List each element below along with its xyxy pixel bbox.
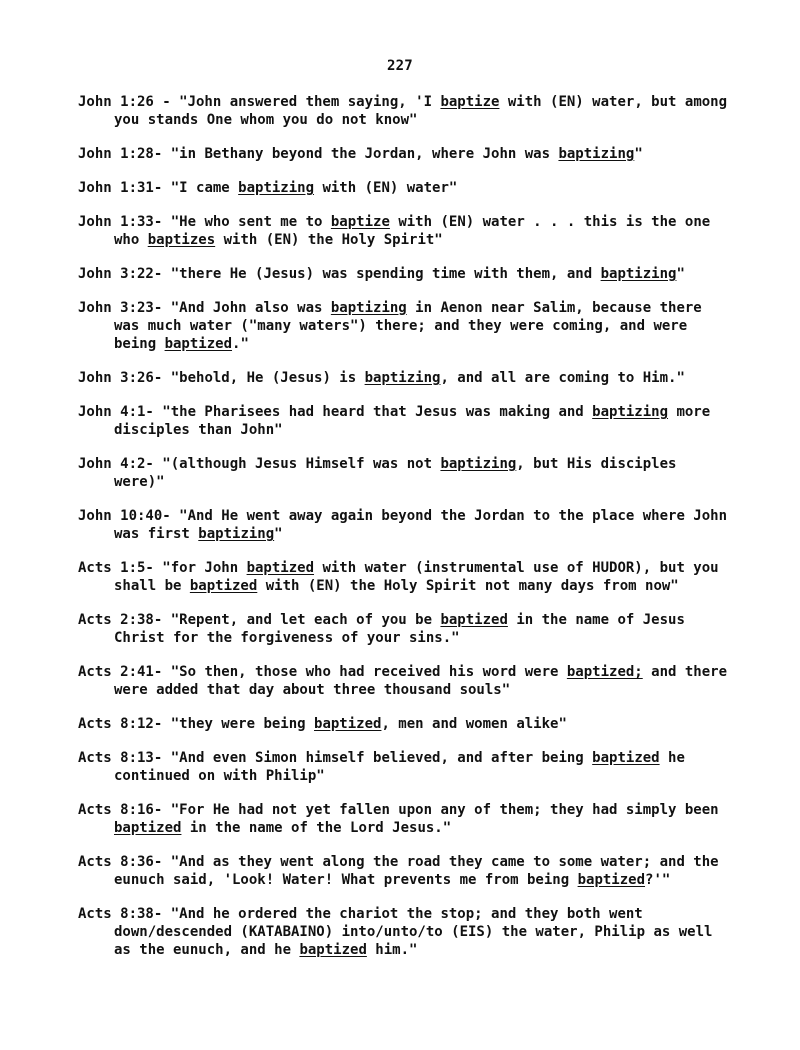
underlined-term: baptizing	[364, 370, 441, 386]
scripture-entry	[78, 715, 728, 733]
quote-text: with (EN) water, but among you stands One whom you do not know"	[114, 94, 728, 128]
verse-reference: John 10:40-	[78, 508, 171, 524]
quote-text: "behold, He (Jesus) is	[162, 370, 365, 386]
verse-reference: John 1:28-	[78, 146, 163, 162]
quote-text: "for John	[153, 560, 247, 576]
quote-text: "For He had not yet fallen upon any of them; they had simply been	[162, 802, 719, 818]
quote-text: he continued on with Philip"	[114, 750, 685, 784]
underlined-term: baptized	[189, 578, 258, 594]
underlined-term: baptized;	[566, 664, 643, 680]
underlined-term: baptized	[299, 942, 367, 958]
scripture-entry	[78, 801, 728, 837]
quote-text: "(although Jesus Himself was not	[153, 456, 441, 472]
quote-text: ?'"	[645, 872, 671, 888]
quote-text: "And even Simon himself believed, and after being	[162, 750, 593, 766]
quote-text: with (EN) the Holy Spirit"	[215, 232, 443, 248]
underlined-term: baptized	[592, 750, 660, 766]
quote-text: , but His disciples were)"	[114, 456, 677, 490]
quote-text: him."	[366, 942, 418, 958]
scripture-entry	[78, 299, 728, 353]
quote-text: "And John also was	[162, 300, 331, 316]
quote-text: and there were added that day about three thousand souls"	[114, 664, 728, 698]
underlined-term: baptizing	[238, 180, 315, 196]
underlined-term: baptizing	[592, 404, 669, 420]
verse-reference: Acts 2:38-	[78, 612, 163, 628]
quote-text: "Repent, and let each of you be	[162, 612, 441, 628]
quote-text: more disciples than John"	[114, 404, 711, 438]
scripture-entry	[78, 611, 728, 647]
quote-text: "	[634, 146, 643, 162]
verse-reference: Acts 2:41-	[78, 664, 163, 680]
underlined-term: baptizing	[558, 146, 635, 162]
quote-text: "in Bethany beyond the Jordan, where John was	[162, 146, 559, 162]
verse-reference: John 1:33-	[78, 214, 163, 230]
verse-reference: John 1:31-	[78, 180, 163, 196]
quote-text: in the name of the Lord Jesus."	[181, 820, 452, 836]
quote-text: in the name of Jesus Christ for the forgiveness of your sins."	[114, 612, 685, 646]
scripture-entry	[78, 455, 728, 491]
scripture-entry	[78, 749, 728, 785]
scripture-entry	[78, 507, 728, 543]
scripture-entry	[78, 93, 728, 129]
verse-reference: Acts 8:38-	[78, 906, 163, 922]
verse-reference: Acts 8:36-	[78, 854, 163, 870]
underlined-term: baptized	[114, 820, 182, 836]
scripture-entry	[78, 145, 728, 163]
quote-text: ."	[232, 336, 249, 352]
underlined-term: baptized	[164, 336, 233, 352]
underlined-term: baptized	[246, 560, 315, 576]
quote-text: "I came	[162, 180, 239, 196]
scripture-entry	[78, 403, 728, 439]
quote-text: with water (instrumental use of HUDOR), but you shall be	[114, 560, 719, 594]
underlined-term: baptized	[314, 716, 382, 732]
underlined-term: baptizing	[600, 266, 677, 282]
verse-reference: John 1:26 -	[78, 94, 171, 110]
verse-reference: John 3:23-	[78, 300, 163, 316]
quote-text: "So then, those who had received his word were	[162, 664, 567, 680]
scripture-entry	[78, 213, 728, 249]
verse-reference: Acts 8:13-	[78, 750, 163, 766]
scripture-entry	[78, 265, 728, 283]
underlined-term: baptized	[440, 612, 508, 628]
verse-reference: John 4:1-	[78, 404, 154, 420]
verse-reference: Acts 1:5-	[78, 560, 154, 576]
quote-text: "	[274, 526, 283, 542]
quote-text: "they were being	[162, 716, 315, 732]
quote-text: "	[676, 266, 685, 282]
quote-text: , men and women alike"	[381, 716, 567, 732]
underlined-term: baptizing	[440, 456, 517, 472]
verse-reference: Acts 8:16-	[78, 802, 163, 818]
verse-reference: Acts 8:12-	[78, 716, 163, 732]
scripture-entry	[78, 369, 728, 387]
quote-text: , and all are coming to Him."	[440, 370, 685, 386]
underlined-term: baptized	[577, 872, 646, 888]
quote-text: "He who sent me to	[162, 214, 331, 230]
quote-text: in Aenon near Salim, because there was much water ("many waters") there; and they were coming, and were being	[114, 300, 702, 352]
underlined-term: baptizing	[330, 300, 407, 316]
scripture-entry	[78, 179, 728, 197]
quote-text: with (EN) water"	[314, 180, 458, 196]
underlined-term: baptize	[330, 214, 390, 230]
underlined-term: baptizes	[147, 232, 216, 248]
page-number: 227	[387, 58, 413, 74]
verse-reference: John 3:22-	[78, 266, 163, 282]
verse-reference: John 3:26-	[78, 370, 163, 386]
quote-text: "there He (Jesus) was spending time with them, and	[162, 266, 601, 282]
quote-text: "And He went away again beyond the Jordan to the place where John was first	[114, 508, 728, 542]
quote-text: "And as they went along the road they came to some water; and the eunuch said, 'Look! Water! What prevents me from being	[114, 854, 719, 888]
verse-reference: John 4:2-	[78, 456, 154, 472]
quote-text: "the Pharisees had heard that Jesus was making and	[153, 404, 593, 420]
scripture-entry	[78, 663, 728, 699]
quote-text: with (EN) the Holy Spirit not many days from now"	[257, 578, 679, 594]
underlined-term: baptize	[440, 94, 500, 110]
quote-text: with (EN) water . . . this is the one who	[114, 214, 711, 248]
quote-text: "And he ordered the chariot the stop; and they both went down/descended (KATABAINO) into/unto/to (EIS) the water, Philip as well as the eunuch, and he	[114, 906, 713, 958]
scripture-entry	[78, 559, 728, 595]
scripture-entry	[78, 853, 728, 889]
scripture-entry	[78, 905, 728, 959]
underlined-term: baptizing	[198, 526, 275, 542]
quote-text: "John answered them saying, 'I	[170, 94, 441, 110]
scripture-entry-list	[78, 93, 728, 975]
